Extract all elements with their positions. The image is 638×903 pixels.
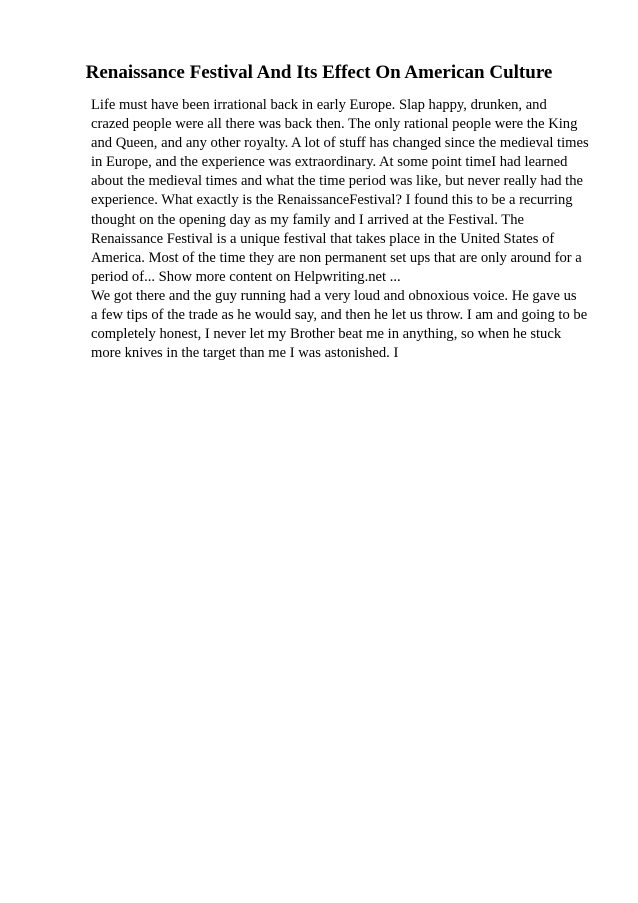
body-line: period of... Show more content on Helpwriting.net ... bbox=[91, 268, 401, 285]
body-line: We got there and the guy running had a very loud and obnoxious voice. He gave us bbox=[91, 287, 577, 304]
body-line: Renaissance Festival is a unique festival that takes place in the United States of bbox=[91, 230, 555, 247]
body-line: experience. What exactly is the RenaissanceFestival? I found this to be a recurring bbox=[91, 192, 573, 209]
body-line: in Europe, and the experience was extraordinary. At some point timeI had learned bbox=[91, 154, 568, 171]
body-line: crazed people were all there was back then. The only rational people were the King bbox=[91, 116, 578, 133]
body-line: thought on the opening day as my family and I arrived at the Festival. The bbox=[91, 211, 524, 228]
body-line: a few tips of the trade as he would say, and then he let us throw. I am and going to be bbox=[91, 307, 588, 324]
body-line: and Queen, and any other royalty. A lot of stuff has changed since the medieval times bbox=[91, 135, 589, 152]
body-line: about the medieval times and what the time period was like, but never really had the bbox=[91, 173, 583, 190]
body-line: America. Most of the time they are non permanent set ups that are only around for a bbox=[91, 249, 582, 266]
body-line: Life must have been irrational back in early Europe. Slap happy, drunken, and bbox=[91, 97, 547, 113]
document-body bbox=[91, 96, 591, 363]
body-line: completely honest, I never let my Brother beat me in anything, so when he stuck bbox=[91, 326, 562, 343]
body-line: more knives in the target than me I was astonished. I bbox=[91, 345, 399, 362]
document-title: Renaissance Festival And Its Effect On American Culture bbox=[85, 62, 553, 83]
